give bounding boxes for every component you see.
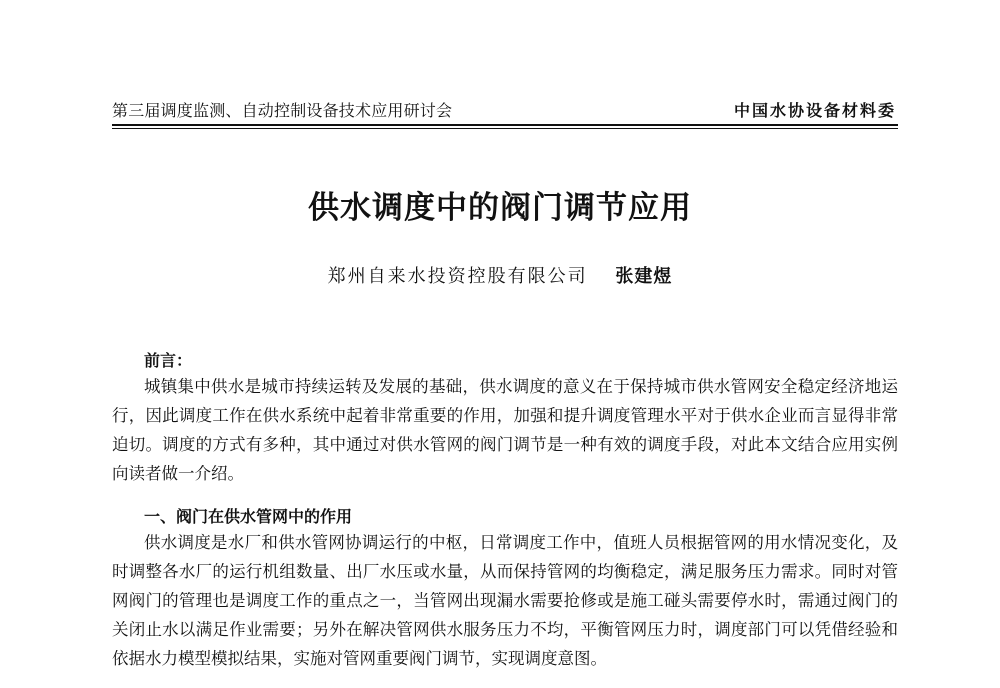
- author-name: 张建煜: [615, 266, 673, 287]
- section-1-paragraph: 供水调度是水厂和供水管网协调运行的中枢，日常调度工作中，值班人员根据管网的用水情况变化，及时调整各水厂的运行机组数量、出厂水压或水量，从而保持管网的均衡稳定，满足服务压力需求。同时对管网阀门的管理也是调度工作的重点之一，当管网出现漏水需要抢修或是施工碰头需要停水时，需通过阀门的关闭止水以满足作业需要；另外在解决管网供水服务压力不均，平衡管网压力时，调度部门可以凭借经验和依据水力模型模拟结果，实施对管网重要阀门调节，实现调度意图。: [112, 533, 898, 668]
- conference-name: 第三届调度监测、自动控制设备技术应用研讨会: [112, 101, 453, 120]
- preface-paragraph: 城镇集中供水是城市持续运转及发展的基础，供水调度的意义在于保持城市供水管网安全稳定经济地运行，因此调度工作在供水系统中起着非常重要的作用，加强和提升调度管理水平对于供水企业而言显得非常迫切。调度的方式有多种，其中通过对供水管网的阀门调节是一种有效的调度手段，对此本文结合应用实例向读者做一介绍。: [112, 377, 898, 483]
- running-header: [112, 98, 898, 124]
- header-rule-thick: [112, 124, 898, 126]
- byline: [0, 262, 1000, 288]
- organization-name: 中国水协设备材料委: [733, 101, 896, 120]
- section-1-heading: 一、阀门在供水管网中的作用: [144, 507, 353, 526]
- header-rule-thin: [112, 128, 898, 129]
- article-title: 供水调度中的阀门调节应用: [308, 190, 692, 226]
- author-affiliation: 郑州自来水投资控股有限公司: [327, 266, 588, 287]
- preface-heading: 前言：: [144, 351, 193, 370]
